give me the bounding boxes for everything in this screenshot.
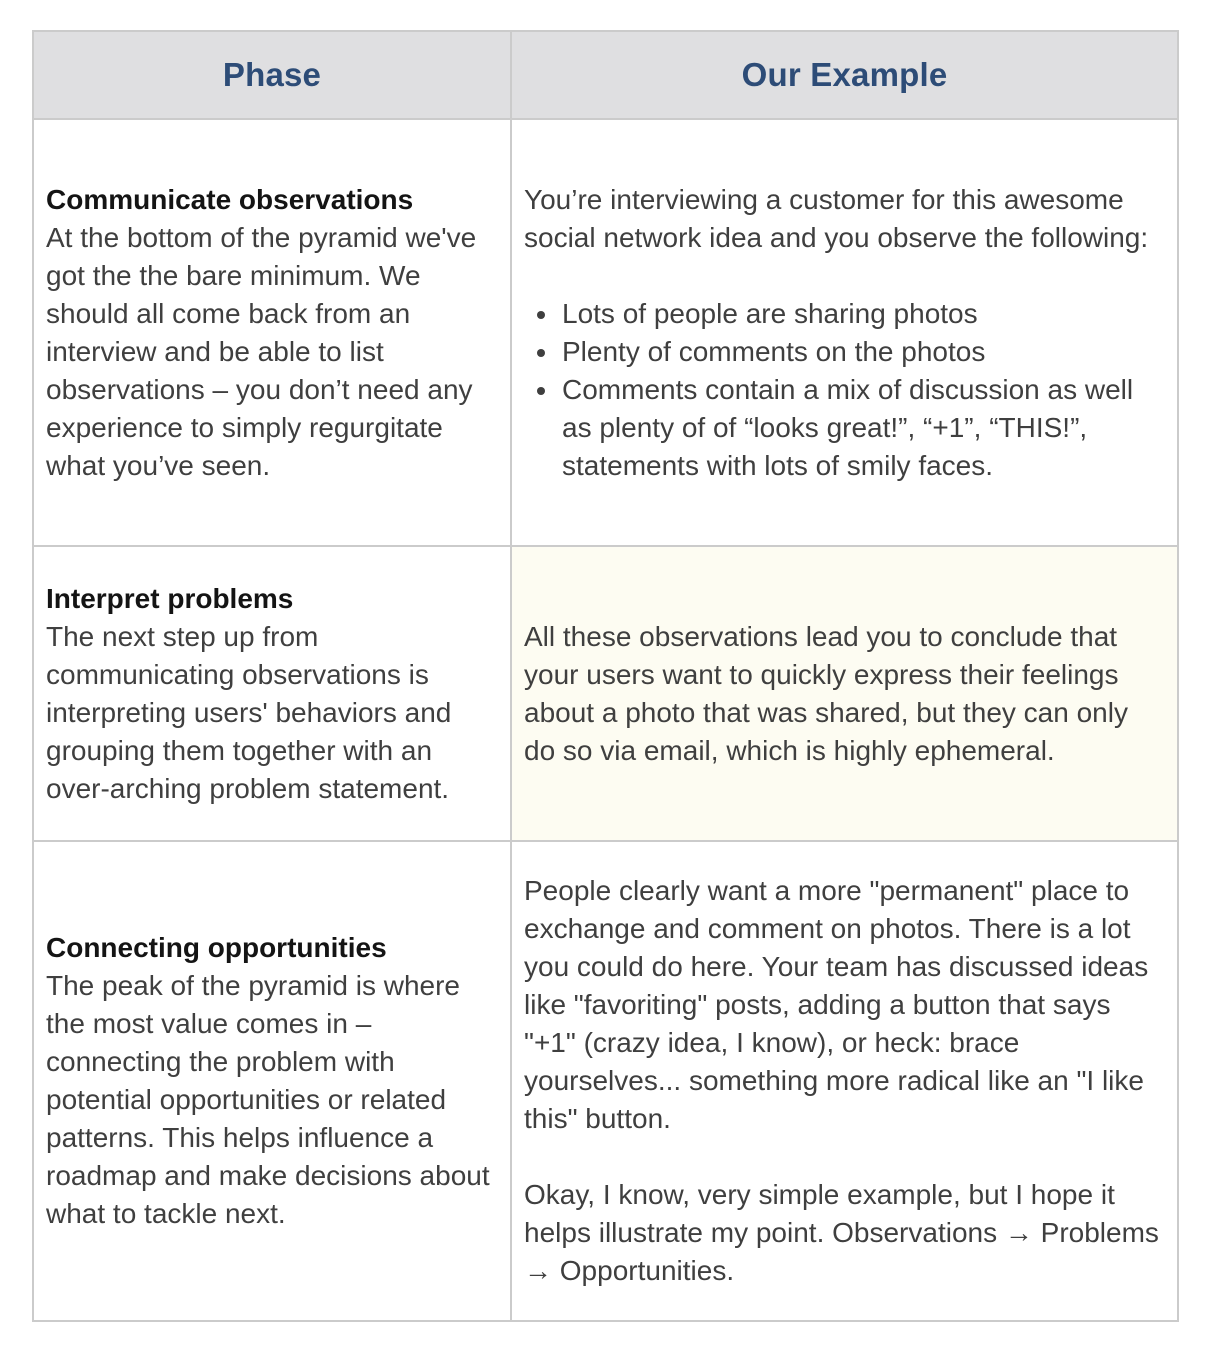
header-cell-example — [511, 31, 1178, 119]
phase-title: Connecting opportunities — [46, 932, 387, 963]
bullet-list — [524, 295, 1161, 485]
example-paragraph: All these observations lead you to conclude that your users want to quickly express their feelings about a photo that was shared, but they can only do so via email, which is highly ephemeral. — [524, 620, 1128, 766]
phase-cell — [33, 841, 511, 1321]
row-interpret-problems — [33, 546, 1178, 841]
phase-cell — [33, 119, 511, 546]
phase-example-table — [32, 30, 1179, 1322]
example-cell — [511, 841, 1178, 1321]
phase-body: The next step up from communicating observations is interpreting users' behaviors and grouping them together with an over-arching problem statement. — [46, 620, 452, 804]
header-row — [33, 31, 1178, 119]
bullet-item: • Lots of people are sharing photos — [560, 295, 1161, 333]
header-cell-phase — [33, 31, 511, 119]
header-phase-label: Phase — [222, 56, 322, 93]
example-paragraph: Okay, I know, very simple example, but I hope it helps illustrate my point. Observations → Problems → Opportunities. — [524, 1179, 1159, 1286]
example-cell — [511, 546, 1178, 841]
example-paragraph: People clearly want a more "permanent" place to exchange and comment on photos. There is a lot you could do here. Your team has discussed ideas like "favoriting" posts, adding a button that says "+1" (crazy idea, I know), or heck: brace yourselves... something more radical like an "I like this" button. — [524, 875, 1149, 1134]
phase-body: The peak of the pyramid is where the most value comes in – connecting the problem with potential opportunities or related patterns. This helps influence a roadmap and make decisions about what to tackle next. — [46, 970, 490, 1229]
row-communicate-observations — [33, 119, 1178, 546]
phase-title: Communicate observations — [46, 183, 414, 215]
phase-cell — [33, 546, 511, 841]
bullet-item: • Comments contain a mix of discussion as well as plenty of of “looks great!”, “+1”, “THIS!”, statements with lots of smily faces. — [560, 371, 1161, 485]
row-connecting-opportunities — [33, 841, 1178, 1321]
phase-title: Interpret problems — [46, 582, 294, 614]
bullet-item: • Plenty of comments on the photos — [560, 333, 1161, 371]
header-example-label: Our Example — [741, 56, 948, 93]
example-intro: You’re interviewing a customer for this awesome social network idea and you observe the following: — [524, 183, 1149, 253]
phase-body: At the bottom of the pyramid we've got the the bare minimum. We should all come back from an interview and be able to list observations – you don’t need any experience to simply regurgitate what you’ve seen. — [46, 221, 477, 481]
example-cell — [511, 119, 1178, 546]
